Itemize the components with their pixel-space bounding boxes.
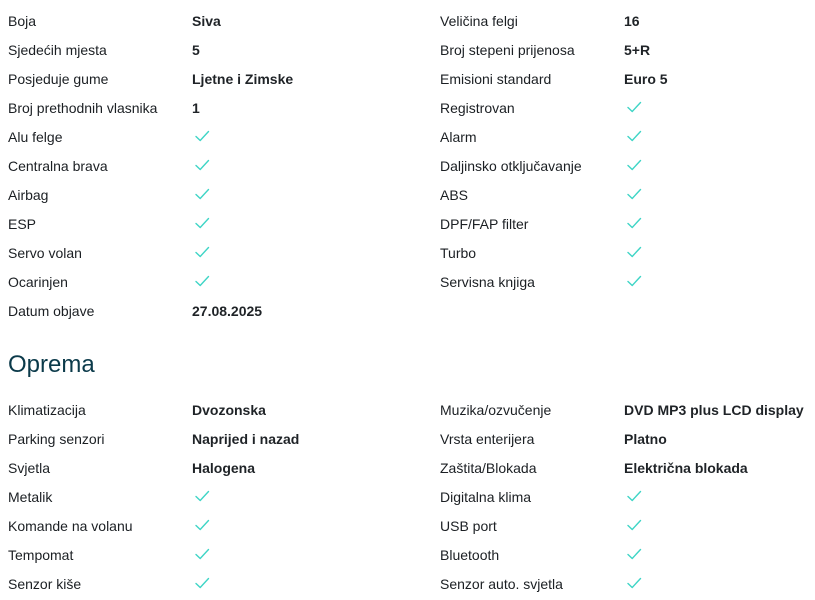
spec-label: Daljinsko otključavanje — [440, 157, 582, 174]
spec-label: Bluetooth — [440, 546, 500, 563]
spec-label: ABS — [440, 186, 469, 203]
checkmark-icon — [626, 575, 642, 591]
spec-value: 5 — [192, 41, 200, 58]
checkmark-icon — [194, 186, 210, 202]
checkmark-icon — [194, 546, 210, 562]
spec-label: Servisna knjiga — [440, 273, 535, 290]
checkmark-icon — [194, 244, 210, 260]
spec-label: Registrovan — [440, 99, 515, 116]
spec-value: DVD MP3 plus LCD display — [624, 401, 804, 418]
spec-value: 16 — [624, 12, 640, 29]
spec-label: Alu felge — [8, 128, 63, 145]
spec-label: Senzor auto. svjetla — [440, 575, 563, 592]
spec-label: Tempomat — [8, 546, 74, 563]
checkmark-icon — [194, 128, 210, 144]
checkmark-icon — [626, 157, 642, 173]
checkmark-icon — [626, 128, 642, 144]
checkmark-icon — [626, 517, 642, 533]
spec-value: 27.08.2025 — [192, 302, 263, 319]
spec-label: Vrsta enterijera — [440, 430, 535, 447]
spec-label: Svjetla — [8, 459, 51, 476]
checkmark-icon — [626, 546, 642, 562]
spec-label: Zaštita/Blokada — [440, 459, 537, 476]
spec-label: Ocarinjen — [8, 273, 68, 290]
spec-label: Broj stepeni prijenosa — [440, 41, 575, 58]
spec-value: Dvozonska — [192, 401, 266, 418]
spec-label: Posjeduje gume — [8, 70, 109, 87]
spec-label: Turbo — [440, 244, 477, 261]
checkmark-icon — [194, 517, 210, 533]
spec-label: Senzor kiše — [8, 575, 82, 592]
spec-label: Emisioni standard — [440, 70, 552, 87]
checkmark-icon — [194, 575, 210, 591]
spec-label: Komande na volanu — [8, 517, 133, 534]
spec-value: Siva — [192, 12, 221, 29]
spec-label: Broj prethodnih vlasnika — [8, 99, 158, 116]
spec-value: Naprijed i nazad — [192, 430, 300, 447]
checkmark-icon — [626, 186, 642, 202]
spec-label: Klimatizacija — [8, 401, 86, 418]
spec-label: Datum objave — [8, 302, 95, 319]
spec-label: Boja — [8, 12, 37, 29]
checkmark-icon — [194, 157, 210, 173]
spec-value: 1 — [192, 99, 200, 116]
spec-value: 5+R — [624, 41, 651, 58]
spec-value: Halogena — [192, 459, 256, 476]
checkmark-icon — [626, 244, 642, 260]
checkmark-icon — [194, 273, 210, 289]
spec-value: Euro 5 — [624, 70, 668, 87]
section-title-oprema: Oprema — [8, 351, 95, 378]
spec-label: Alarm — [440, 128, 477, 145]
spec-label: Sjedećih mjesta — [8, 41, 107, 58]
spec-label: DPF/FAP filter — [440, 215, 529, 232]
spec-value: Ljetne i Zimske — [192, 70, 294, 87]
spec-label: Airbag — [8, 186, 49, 203]
checkmark-icon — [194, 488, 210, 504]
checkmark-icon — [626, 488, 642, 504]
spec-label: Muzika/ozvučenje — [440, 401, 552, 418]
spec-label: Metalik — [8, 488, 53, 505]
spec-label: Digitalna klima — [440, 488, 532, 505]
spec-label: Servo volan — [8, 244, 82, 261]
spec-value: Platno — [624, 430, 667, 447]
spec-label: USB port — [440, 517, 497, 534]
checkmark-icon — [626, 215, 642, 231]
spec-value: Električna blokada — [624, 459, 748, 476]
spec-label: Centralna brava — [8, 157, 108, 174]
checkmark-icon — [194, 215, 210, 231]
checkmark-icon — [626, 99, 642, 115]
spec-label: Veličina felgi — [440, 12, 518, 29]
checkmark-icon — [626, 273, 642, 289]
spec-label: ESP — [8, 215, 37, 232]
spec-label: Parking senzori — [8, 430, 105, 447]
